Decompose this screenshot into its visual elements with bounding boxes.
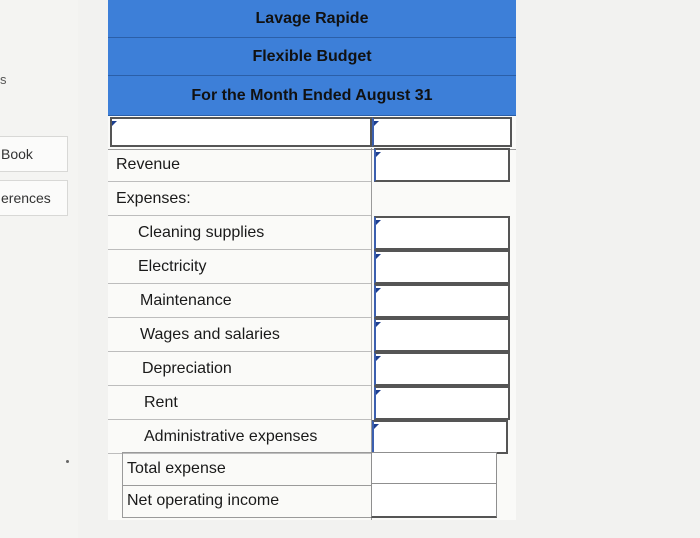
blank-header-value-input[interactable]: [372, 117, 512, 147]
blank-header-label-input[interactable]: [110, 117, 372, 147]
depreciation-input[interactable]: [374, 352, 510, 386]
electricity-row: [108, 250, 371, 284]
flexible-budget-worksheet: [108, 0, 516, 520]
expenses-heading-row: [108, 182, 371, 216]
net-operating-income-row: [122, 484, 371, 518]
rent-input[interactable]: [374, 386, 510, 420]
depreciation-row: [108, 352, 371, 386]
total-expense-row: [122, 452, 371, 486]
statement-period: For the Month Ended August 31: [108, 76, 516, 116]
net-operating-income-value: [371, 484, 497, 518]
ebook-button[interactable]: Book: [0, 136, 68, 172]
rent-row: [108, 386, 371, 420]
maintenance-input[interactable]: [374, 284, 510, 318]
electricity-input[interactable]: [374, 250, 510, 284]
company-name: Lavage Rapide: [108, 0, 516, 38]
administrative-expenses-label: Administrative expenses: [144, 427, 318, 445]
administrative-expenses-input[interactable]: [372, 420, 508, 454]
revenue-label: Revenue: [116, 155, 181, 173]
references-button[interactable]: erences: [0, 180, 68, 216]
wages-and-salaries-label: Wages and salaries: [140, 325, 280, 343]
total-expense-value: [371, 452, 497, 484]
maintenance-row: [108, 284, 371, 318]
revenue-input[interactable]: [374, 148, 510, 182]
administrative-expenses-row: [108, 420, 371, 454]
total-expense-label: Total expense: [127, 460, 226, 477]
cursor-dot: [66, 460, 69, 463]
wages-and-salaries-row: [108, 318, 371, 352]
statement-title: Flexible Budget: [108, 38, 516, 76]
wages-and-salaries-input[interactable]: [374, 318, 510, 352]
electricity-label: Electricity: [138, 257, 207, 275]
depreciation-label: Depreciation: [142, 359, 232, 377]
net-operating-income-label: Net operating income: [127, 491, 280, 509]
left-panel: [0, 0, 78, 538]
revenue-row: [108, 148, 371, 182]
cleaning-supplies-label: Cleaning supplies: [138, 223, 265, 241]
cleaning-supplies-input[interactable]: [374, 216, 510, 250]
rent-label: Rent: [144, 393, 178, 411]
expenses-label: Expenses:: [116, 189, 191, 207]
left-panel-mark: s: [0, 72, 7, 87]
maintenance-label: Maintenance: [140, 291, 232, 309]
cleaning-supplies-row: [108, 216, 371, 250]
